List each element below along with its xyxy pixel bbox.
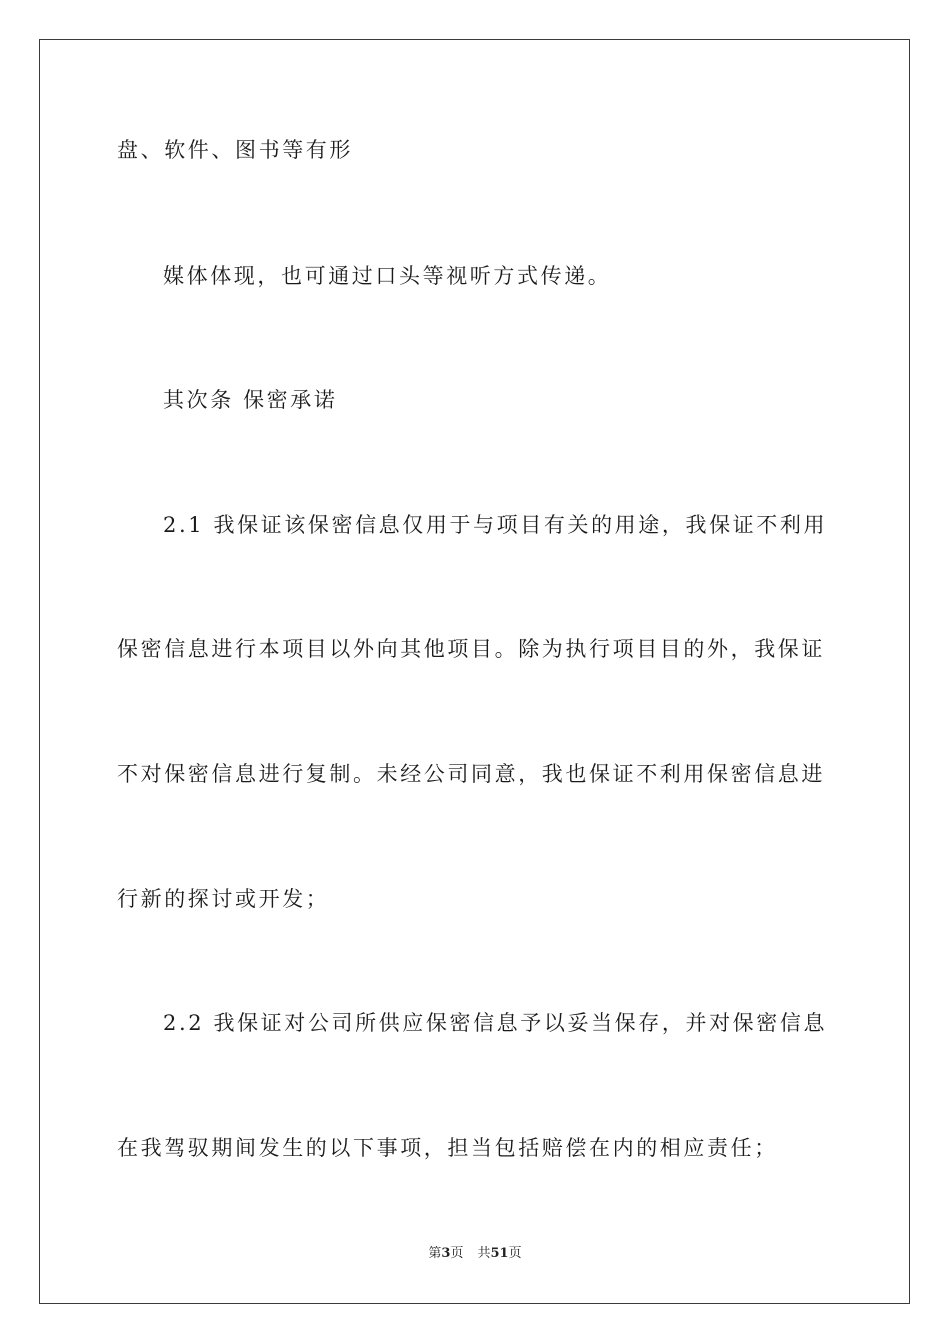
text-line-1: 盘、软件、图书等有形 bbox=[117, 138, 353, 162]
text-line-5: 保密信息进行本项目以外向其他项目。除为执行项目目的外，我保证 bbox=[117, 637, 825, 661]
footer-page-unit: 页 bbox=[450, 1246, 464, 1261]
text-line-9: 在我驾驭期间发生的以下事项，担当包括赔偿在内的相应责任； bbox=[117, 1136, 778, 1160]
text-line-6: 不对保密信息进行复制。未经公司同意，我也保证不利用保密信息进 bbox=[117, 762, 825, 786]
footer-page-prefix: 第 bbox=[428, 1246, 442, 1261]
section-heading: 其次条 保密承诺 bbox=[163, 388, 338, 412]
text-line-8: 2.2 我保证对公司所供应保密信息予以妥当保存，并对保密信息 bbox=[163, 1011, 828, 1035]
page-footer bbox=[0, 1246, 950, 1262]
text-line-4: 2.1 我保证该保密信息仅用于与项目有关的用途，我保证不利用 bbox=[163, 513, 828, 537]
page-border bbox=[39, 39, 910, 1304]
footer-total-pages: 51 bbox=[490, 1246, 509, 1261]
text-line-7: 行新的探讨或开发； bbox=[117, 887, 330, 911]
text-line-2: 媒体体现，也可通过口头等视听方式传递。 bbox=[163, 264, 612, 288]
footer-total-prefix: 共 bbox=[477, 1246, 491, 1261]
footer-current-page: 3 bbox=[441, 1246, 451, 1261]
footer-total-unit: 页 bbox=[508, 1246, 522, 1261]
